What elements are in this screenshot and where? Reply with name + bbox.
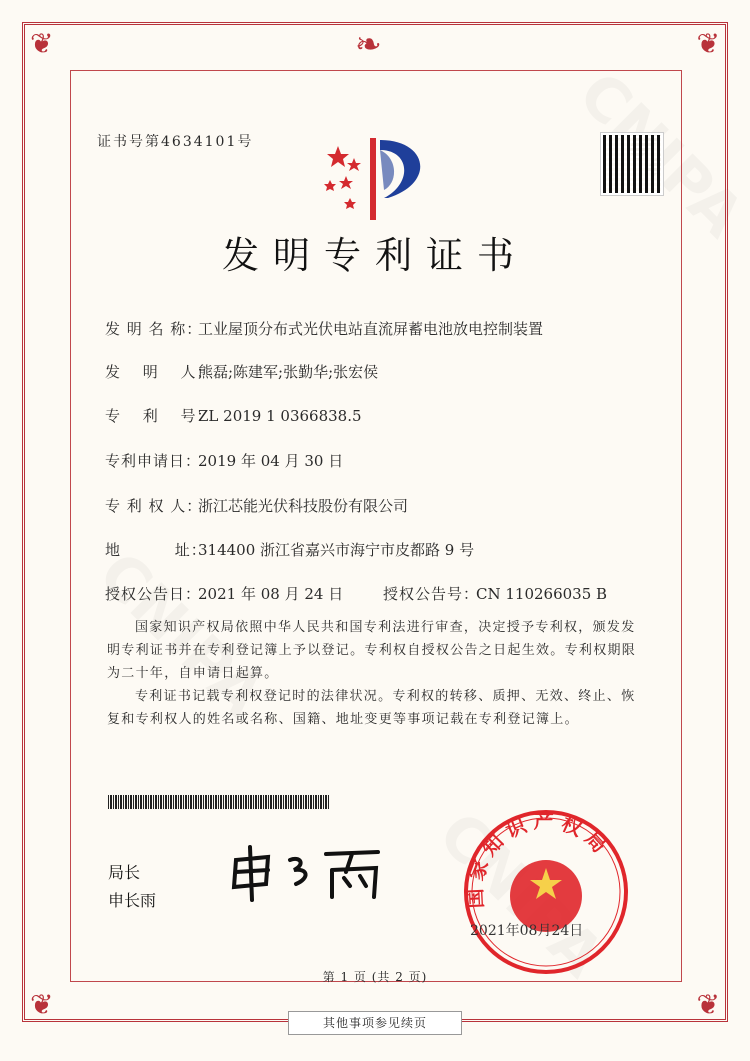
cnipa-logo bbox=[318, 128, 438, 223]
page-title: 发明专利证书 bbox=[222, 234, 528, 277]
seal-text: 国家知识产权局 bbox=[462, 808, 616, 910]
field-value: 2021 年 08 月 24 日 bbox=[198, 585, 344, 603]
signature bbox=[228, 842, 388, 902]
field-invention-name bbox=[105, 318, 543, 339]
top-ornament: ❧ bbox=[355, 25, 382, 63]
field-label: 专利申请日： bbox=[105, 452, 202, 470]
statement-paragraph: 专利证书记载专利权登记时的法律状况。专利权的转移、质押、无效、终止、恢复和专利权人的姓名或名称、国籍、地址变更等事项记载在专利登记簿上。 bbox=[107, 689, 636, 727]
field-patent-number bbox=[105, 405, 362, 426]
field-value: ZL 2019 1 0366838.5 bbox=[198, 407, 362, 425]
corner-ornament: ❦ bbox=[30, 988, 54, 1021]
field-value: CN 110266035 B bbox=[476, 585, 608, 603]
field-application-date bbox=[105, 450, 343, 471]
corner-ornament: ❦ bbox=[696, 27, 720, 60]
continuation-note: 其他事项参见续页 bbox=[288, 1011, 462, 1035]
field-value: 工业屋顶分布式光伏电站直流屏蓄电池放电控制装置 bbox=[198, 320, 544, 338]
field-address bbox=[105, 539, 474, 560]
field-grant-date bbox=[105, 583, 343, 604]
field-value: 浙江芯能光伏科技股份有限公司 bbox=[198, 497, 409, 515]
field-value: 2019 年 04 月 30 日 bbox=[198, 452, 344, 470]
field-patentee bbox=[105, 495, 408, 516]
field-inventors bbox=[105, 361, 378, 382]
field-label: 专 利 号： bbox=[105, 407, 213, 425]
corner-ornament: ❦ bbox=[30, 27, 54, 60]
barcode bbox=[108, 795, 330, 809]
field-value: 熊磊;陈建军;张勤华;张宏侯 bbox=[198, 363, 379, 381]
field-grant-number bbox=[383, 583, 607, 604]
director-title: 局长 bbox=[108, 863, 141, 882]
official-seal bbox=[462, 808, 630, 976]
field-value: 314400 浙江省嘉兴市海宁市皮都路 9 号 bbox=[198, 541, 475, 559]
seal-date: 2021年08月24日 bbox=[470, 923, 584, 939]
director-name: 申长雨 bbox=[108, 891, 157, 910]
statement-paragraph: 国家知识产权局依照中华人民共和国专利法进行审查，决定授予专利权，颁发发明专利证书并在专利登记簿上予以登记。专利权自授权公告之日起生效。专利权期限为二十年，自申请日起算。 bbox=[107, 620, 637, 681]
field-label: 授权公告号： bbox=[383, 585, 480, 603]
certificate-number: 证书号第4634101号 bbox=[97, 134, 254, 150]
field-label: 专 利 权 人： bbox=[105, 497, 203, 515]
page-number: 第 1 页 (共 2 页) bbox=[322, 970, 428, 984]
field-label: 地 址： bbox=[105, 541, 207, 559]
field-label: 发 明 名 称： bbox=[105, 320, 203, 338]
corner-ornament: ❦ bbox=[696, 988, 720, 1021]
field-label: 授权公告日： bbox=[105, 585, 202, 603]
qr-code bbox=[601, 133, 663, 195]
field-label: 发 明 人： bbox=[105, 363, 213, 381]
